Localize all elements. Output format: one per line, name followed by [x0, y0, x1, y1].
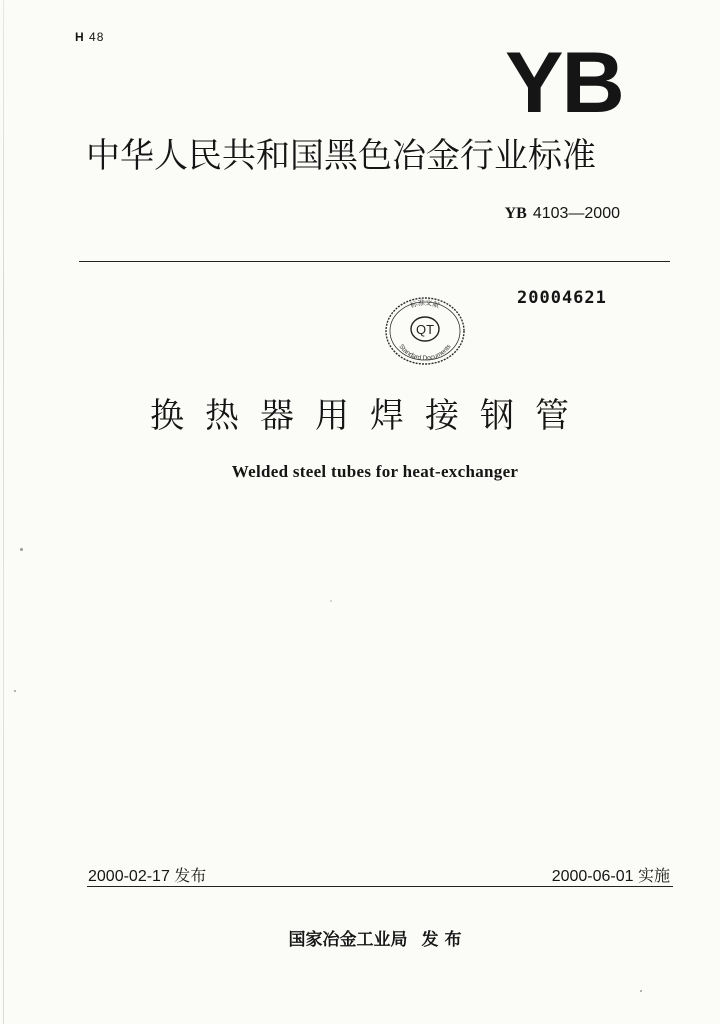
standard-number-code: YB: [504, 205, 527, 222]
seal-center-text: QT: [415, 322, 435, 337]
implementation-date: 2000-06-01 实施: [551, 868, 670, 885]
standard-mark-logo: YB: [505, 35, 623, 131]
footer-divider: [87, 886, 673, 887]
issue-date: 2000-02-17 发布: [88, 868, 207, 885]
scan-speck: [330, 600, 332, 602]
header-divider: [79, 261, 670, 262]
standard-number-value: 4103—2000: [532, 205, 620, 222]
publisher-line: [0, 925, 720, 950]
standard-number: [505, 203, 620, 223]
seal-top-text: 标准文献: [409, 298, 441, 310]
classification-code: [75, 30, 104, 44]
classification-number: 48: [89, 30, 105, 44]
seal-bottom-text: Standard Documents: [397, 343, 453, 363]
publisher-name: 国家冶金工业局: [288, 930, 408, 950]
document-title-english: Welded steel tubes for heat-exchanger: [231, 462, 519, 481]
standard-category-title: 中华人民共和国黑色冶金行业标准: [86, 136, 596, 176]
scan-speck: [20, 548, 23, 551]
scan-speck: [14, 690, 16, 692]
document-title-chinese: 换热器用焊接钢管: [150, 396, 590, 436]
classification-prefix: H: [75, 30, 85, 44]
archive-number-stamp: 20004621: [517, 288, 607, 308]
scan-edge-line: [3, 0, 4, 1024]
standard-documents-seal: [383, 296, 467, 366]
publisher-action: 发 布: [421, 930, 462, 950]
scan-speck: [640, 990, 642, 992]
